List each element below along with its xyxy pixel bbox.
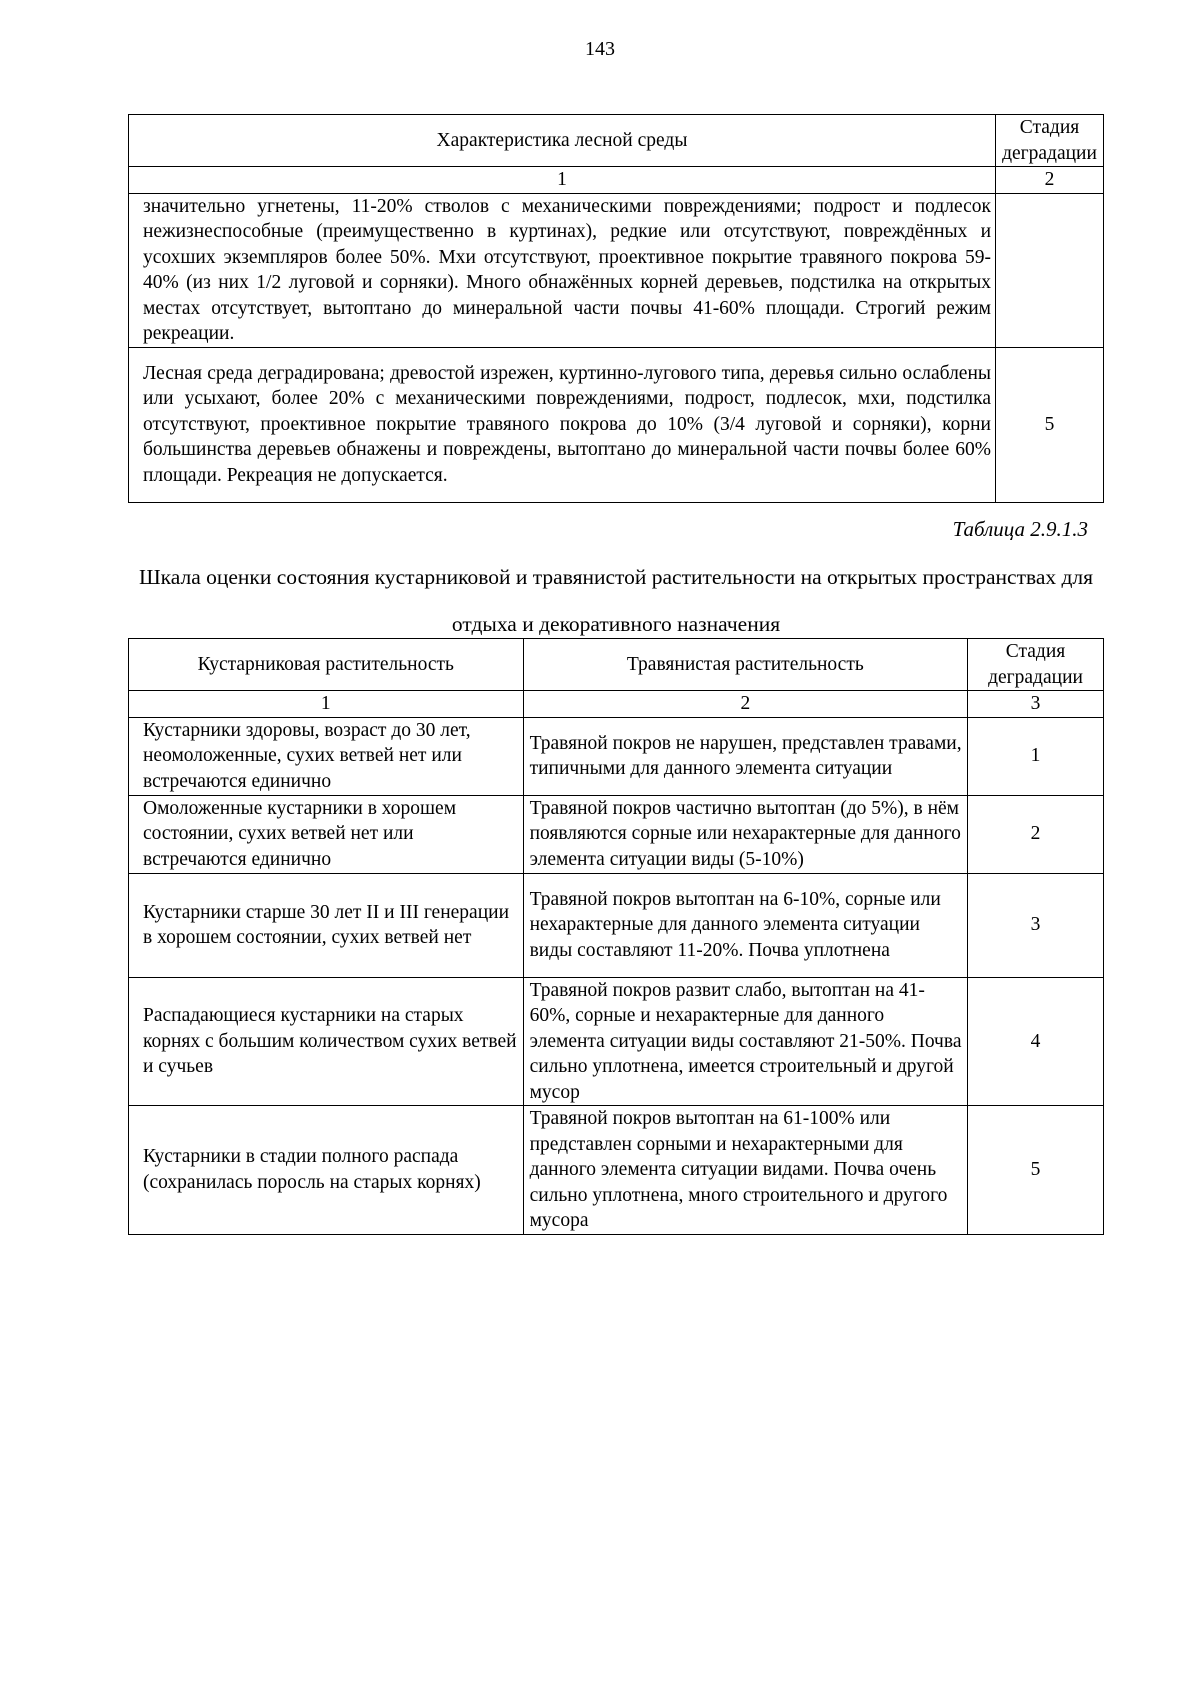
grass-cell: Травяной покров не нарушен, представлен травами, типичными для данного элемента ситуации [523, 717, 967, 795]
column-number-row [129, 167, 1104, 194]
column-number: 1 [129, 691, 524, 718]
shrub-cell: Кустарники в стадии полного распада (сохранилась поросль на старых корнях) [129, 1106, 524, 1235]
column-number: 2 [996, 167, 1104, 194]
grass-cell: Травяной покров вытоптан на 61-100% или представлен сорными и нехарактерными для данного элемента ситуации видами. Почва очень сильно уплотнена, много строительного и другого мусора [523, 1106, 967, 1235]
header-degradation-stage: Стадия деградации [968, 639, 1104, 691]
table-title: Шкала оценки состояния кустарниковой и травянистой растительности на открытых пространствах для отдыха и декоративного назначения [138, 565, 1094, 636]
header-shrub-vegetation: Кустарниковая растительность [129, 639, 524, 691]
forest-environment-table [128, 114, 1104, 503]
stage-cell: 3 [968, 873, 1104, 977]
grass-cell: Травяной покров вытоптан на 6-10%, сорные или нехарактерные для данного элемента ситуации виды составляют 11-20%. Почва уплотнена [523, 873, 967, 977]
column-number-row [129, 691, 1104, 718]
shrub-cell: Кустарники здоровы, возраст до 30 лет, неомоложенные, сухих ветвей нет или встречаются единично [129, 717, 524, 795]
shrub-cell: Распадающиеся кустарники на старых корнях с большим количеством сухих ветвей и сучьев [129, 977, 524, 1106]
stage-cell: 5 [968, 1106, 1104, 1235]
table-row [129, 873, 1104, 977]
stage-cell: 4 [968, 977, 1104, 1106]
table-row [129, 193, 1104, 347]
header-degradation-stage: Стадия деградации [996, 115, 1104, 167]
table-row [129, 717, 1104, 795]
forest-characteristic-cell: Лесная среда деградирована; древостой изрежен, куртинно-лугового типа, деревья сильно ослаблены или усыхают, более 20% с механическими повреждениями, подрост, подлесок, мхи, подстилка отсутствуют, проективное покрытие травяного покрова до 10% (3/4 луговой и сорняки), корни большинства деревьев обнажены и повреждены, вытоптано до минеральной части почвы более 60% площади. Рекреация не допускается. [129, 347, 996, 502]
forest-characteristic-cell: значительно угнетены, 11-20% стволов с механическими повреждениями; подрост и подлесок нежизнеспособные (преимущественно в куртинах), редкие или отсутствуют, повреждённых и усохших экземпляров более 50%. Мхи отсутствуют, проективное покрытие травяного покрова 59-40% (из них 1/2 луговой и сорняки). Много обнажённых корней деревьев, подстилка на открытых местах отсутствует, вытоптано до минеральной части почвы 41-60% площади. Строгий режим рекреации. [129, 193, 996, 347]
stage-cell: 5 [996, 347, 1104, 502]
column-number: 1 [129, 167, 996, 194]
table-number: Таблица 2.9.1.3 [952, 517, 1088, 541]
table-row [129, 347, 1104, 502]
table-row [129, 1106, 1104, 1235]
table-row [129, 795, 1104, 873]
stage-cell: 2 [968, 795, 1104, 873]
table-row [129, 977, 1104, 1106]
table-header-row [129, 115, 1104, 167]
shrub-cell: Кустарники старше 30 лет II и III генерации в хорошем состоянии, сухих ветвей нет [129, 873, 524, 977]
header-forest-characteristic: Характеристика лесной среды [129, 115, 996, 167]
column-number: 3 [968, 691, 1104, 718]
column-number: 2 [523, 691, 967, 718]
table-header-row [129, 639, 1104, 691]
stage-cell [996, 193, 1104, 347]
header-grass-vegetation: Травянистая растительность [523, 639, 967, 691]
stage-cell: 1 [968, 717, 1104, 795]
page-number: 143 [585, 38, 615, 60]
grass-cell: Травяной покров частично вытоптан (до 5%), в нём появляются сорные или нехарактерные для данного элемента ситуации виды (5-10%) [523, 795, 967, 873]
grass-cell: Травяной покров развит слабо, вытоптан на 41-60%, сорные и нехарактерные для данного элемента ситуации виды составляют 21-50%. Почва сильно уплотнена, имеется строительный и другой мусор [523, 977, 967, 1106]
vegetation-assessment-table [128, 638, 1104, 1235]
shrub-cell: Омоложенные кустарники в хорошем состоянии, сухих ветвей нет или встречаются единично [129, 795, 524, 873]
